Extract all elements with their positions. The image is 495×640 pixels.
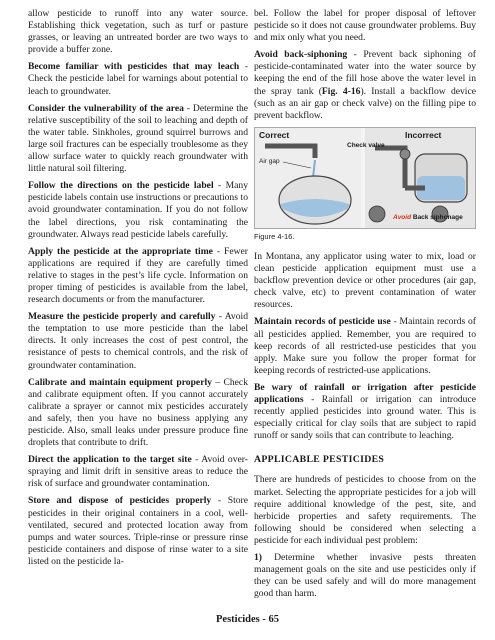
label-correct: Correct [259, 129, 290, 140]
label-incorrect: Incorrect [405, 129, 442, 140]
run-in-heading: Store and dispose of pesticides properly [28, 495, 212, 507]
figure-caption: Figure 4-16. [254, 231, 295, 241]
run-in-heading: Follow the directions on the pesticide label [28, 180, 214, 192]
run-in-heading: Avoid back-siphoning [254, 49, 348, 61]
paragraph: Store and dispose of pesticides properly - Store pesticides in their original containers in a cool, well-ventilated, secured and protected location away from pumps and water sources. Triple-rinse or pressure rinse pesticide containers and dispose of rinse water to a site listed on the pesticide la- [28, 495, 248, 567]
paragraph: Direct the application to the target site - Avoid over-spraying and limit drift in sensitive areas to reduce the risk of surface and groundwater contamination. [28, 454, 248, 490]
run-in-heading: Measure the pesticide properly and carefully [28, 311, 216, 323]
wheel-icon [369, 206, 385, 222]
paragraph: Calibrate and maintain equipment properly – Check and calibrate equipment often. If you cannot accurately calibrate a sprayer or cannot mix pesticides accurately and safely, then you have no business applying any pesticide. Also, small leaks under pressure produce fine droplets that contribute to drift. [28, 376, 248, 449]
label-check-valve: Check valve [347, 141, 385, 149]
run-in-heading: Maintain records of pesticide use [254, 316, 391, 328]
paragraph: bel. Follow the label for proper disposal of leftover pesticide so it does not cause groundwater problems. Buy and mix only what you need. [254, 8, 476, 44]
section-heading: APPLICABLE PESTICIDES [254, 454, 385, 466]
run-in-heading: Calibrate and maintain equipment properly [28, 376, 212, 388]
label-back-siphonage: Avoid Back siphonage [393, 213, 463, 221]
paragraph: Maintain records of pesticide use - Maintain records of all pesticides applied. Remember, you are required to keep records of all restricted-use pesticides that you apply. Make sure you follow the proper format for keeping records of restricted-use applications. [254, 316, 476, 376]
paragraph: 1) Determine whether invasive pests threaten management goals on the site and use pesticides only if they can be used safely and will do more management good than harm. [254, 552, 476, 600]
paragraph: Become familiar with pesticides that may leach - Check the pesticide label for warnings about potential to leach to groundwater. [28, 61, 248, 97]
run-in-heading: Become familiar with pesticides that may leach [28, 61, 240, 73]
paragraph: In Montana, any applicator using water to mix, load or clean pesticide application equipment must use a backflow prevention device or other procedures (air gap, check valve, etc) to prevent contamination of water resources. [254, 250, 476, 311]
run-in-heading: Direct the application to the target site [28, 454, 192, 466]
paragraph: There are hundreds of pesticides to choose from on the market. Selecting the appropriate pesticides for a job will require additional knowledge of the pest, site, and herbicide properties and safety requirements. The following should be considered when selecting a pesticide for each individual pest problem: [254, 474, 476, 546]
run-in-heading: Consider the vulnerability of the area [28, 102, 184, 114]
paragraph: Follow the directions on the pesticide label - Many pesticide labels contain use instructions or precautions to avoid groundwater contamination. If you do not follow the label directions, you risk contaminating the groundwater. Always read pesticide labels carefully. [28, 180, 248, 240]
run-in-heading: Be wary of rainfall or irrigation after pesticide applications [254, 381, 476, 405]
backflow-figure [254, 127, 476, 229]
check-valve-icon [400, 149, 410, 159]
paragraph: Measure the pesticide properly and carefully - Avoid the temptation to use more pesticide than the label directs. It only increases the cost of pest control, the resistance of pests to chemical controls, and the risk of groundwater contamination. [28, 311, 248, 371]
label-avoid: Avoid [393, 213, 412, 221]
page-footer: Pesticides - 65 [216, 614, 279, 625]
run-in-heading: Apply the pesticide at the appropriate time [28, 245, 213, 257]
paragraph: Avoid back-siphoning - Prevent back siphoning of pesticide-contaminated water into the water source by keeping the end of the fill hose above the water level in the spray tank (Fig. 4-16). Install a backflow device (such as an air gap or check valve) on the filling pipe to prevent backflow. [254, 49, 476, 121]
paragraph: Apply the pesticide at the appropriate time - Fewer applications are required if they are carefully timed relative to stages in the pest’s life cycle. Information on proper timing of pesticides is available from the label, research documents or from the manufacturer. [28, 245, 249, 306]
figure-reference: Fig. 4-16 [321, 85, 361, 97]
right-column [254, 8, 476, 605]
paragraph: Consider the vulnerability of the area - Determine the relative susceptibility of the soil to leaching and depth of the water table. Sinkholes, ground squirrel burrows and large soil fractures can be especially troublesome as they allow surface water to quickly reach groundwater with little natural soil filtering. [28, 102, 248, 175]
label-air-gap: Air gap [259, 157, 280, 165]
paragraph: allow pesticide to runoff into any water source. Establishing thick vegetation, such as turf or pasture grasses, or leaving an untreated border are two ways to provide a buffer zone. [28, 8, 248, 56]
list-number: 1) [254, 552, 262, 563]
left-column [28, 8, 248, 573]
paragraph: Be wary of rainfall or irrigation after pesticide applications - Rainfall or irrigation can introduce recently applied pesticides into ground water. This is especially critical for clay soils that are subject to rapid runoff or sandy soils that can contribute to leaching. [254, 381, 476, 442]
